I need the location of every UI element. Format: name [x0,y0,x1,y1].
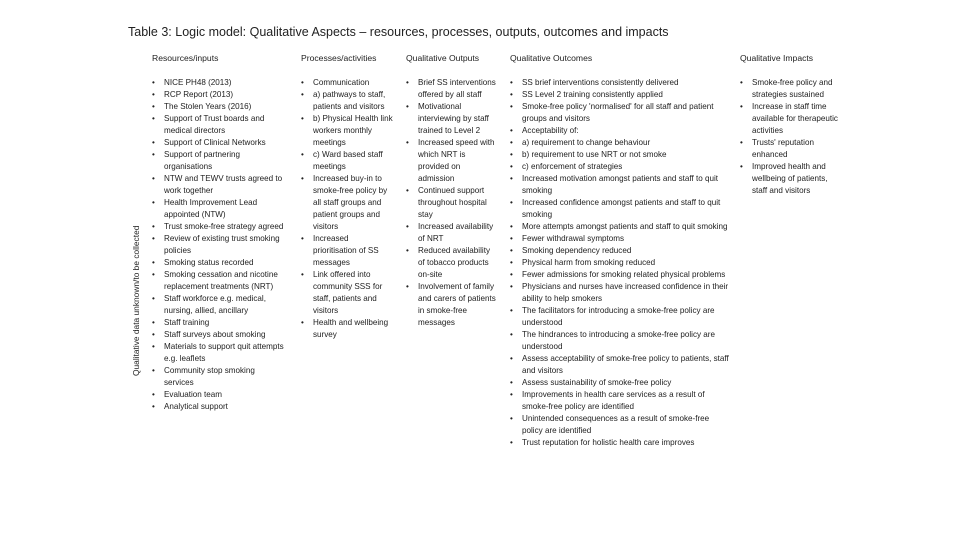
list-item: • Link offered into community SSS for staff, patients and visitors [301,269,393,317]
list-item: • Physicians and nurses have increased confidence in their ability to help smokers [510,281,732,305]
resources-column [152,53,284,413]
list-item: • The Stolen Years (2016) [152,101,284,113]
list-item: • Increased availability of NRT [406,221,498,245]
list-item: • Trust reputation for holistic health care improves [510,437,732,449]
list-item: • Physical harm from smoking reduced [510,257,732,269]
column-header-outcomes: Qualitative Outcomes [510,53,593,63]
processes-list [301,77,393,341]
list-item: • SS brief interventions consistently delivered [510,77,732,89]
list-item: • Smoking dependency reduced [510,245,732,257]
outcomes-list [510,77,732,449]
list-item: • Community stop smoking services [152,365,284,389]
list-item: • Unintended consequences as a result of smoke-free policy are identified [510,413,732,437]
list-item: • Increased prioritisation of SS messages [301,233,393,269]
list-item: • Reduced availability of tobacco products on-site [406,245,498,281]
list-item: • Continued support throughout hospital stay [406,185,498,221]
list-item: • Smoke-free policy 'normalised' for all staff and patient groups and visitors [510,101,732,125]
side-label: Qualitative data unknown/to be collected [131,225,141,376]
list-item: • Staff training [152,317,284,329]
list-item: • b) Physical Health link workers monthly meetings [301,113,393,149]
list-item: • Assess sustainability of smoke-free policy [510,377,732,389]
list-item: • Assess acceptability of smoke-free policy to patients, staff and visitors [510,353,732,377]
list-item: • NTW and TEWV trusts agreed to work together [152,173,284,197]
list-item: • Communication [301,77,393,89]
list-item: • Staff workforce e.g. medical, nursing, allied, ancillary [152,293,284,317]
list-item: • Improved health and wellbeing of patients, staff and visitors [740,161,840,197]
list-item: • Increased buy-in to smoke-free policy by all staff groups and patient groups and visitors [301,173,393,233]
list-item: • Trusts' reputation enhanced [740,137,840,161]
list-item: • Smoke-free policy and strategies sustained [740,77,840,101]
list-item: • Support of partnering organisations [152,149,284,173]
outputs-list [406,77,498,329]
list-item: • Improvements in health care services as a result of smoke-free policy are identified [510,389,732,413]
list-item: • Increase in staff time available for therapeutic activities [740,101,840,137]
list-item: • c) enforcement of strategies [510,161,732,173]
processes-column [301,53,393,341]
list-item: • More attempts amongst patients and staff to quit smoking [510,221,732,233]
list-item: • Involvement of family and carers of patients in smoke-free messages [406,281,498,329]
column-header-impacts: Qualitative Impacts [740,53,814,63]
list-item: • Analytical support [152,401,284,413]
list-item: • The facilitators for introducing a smoke-free policy are understood [510,305,732,329]
impacts-column [740,53,840,197]
list-item: • Smoking status recorded [152,257,284,269]
page-title: Table 3: Logic model: Qualitative Aspects – resources, processes, outputs, outcomes and impacts [128,25,669,39]
list-item: • Fewer admissions for smoking related physical problems [510,269,732,281]
list-item: • a) requirement to change behaviour [510,137,732,149]
list-item: • Support of Clinical Networks [152,137,284,149]
list-item: • SS Level 2 training consistently applied [510,89,732,101]
list-item: • c) Ward based staff meetings [301,149,393,173]
list-item: • Evaluation team [152,389,284,401]
column-header-processes: Processes/activities [301,53,377,63]
column-header-resources: Resources/inputs [152,53,219,63]
list-item: • Brief SS interventions offered by all staff [406,77,498,101]
list-item: • Review of existing trust smoking policies [152,233,284,257]
outputs-column [406,53,498,329]
list-item: • Increased confidence amongst patients and staff to quit smoking [510,197,732,221]
list-item: • b) requirement to use NRT or not smoke [510,149,732,161]
list-item: • Acceptability of: [510,125,732,137]
resources-list [152,77,284,413]
outcomes-column [510,53,732,449]
list-item: • Staff surveys about smoking [152,329,284,341]
list-item: • The hindrances to introducing a smoke-free policy are understood [510,329,732,353]
list-item: • Motivational interviewing by staff trained to Level 2 [406,101,498,137]
list-item: • Materials to support quit attempts e.g. leaflets [152,341,284,365]
list-item: • Health Improvement Lead appointed (NTW) [152,197,284,221]
list-item: • RCP Report (2013) [152,89,284,101]
list-item: • Trust smoke-free strategy agreed [152,221,284,233]
list-item: • a) pathways to staff, patients and visitors [301,89,393,113]
impacts-list [740,77,840,197]
list-item: • NICE PH48 (2013) [152,77,284,89]
list-item: • Health and wellbeing survey [301,317,393,341]
list-item: • Increased speed with which NRT is provided on admission [406,137,498,185]
column-header-outputs: Qualitative Outputs [406,53,480,63]
list-item: • Support of Trust boards and medical directors [152,113,284,137]
list-item: • Increased motivation amongst patients and staff to quit smoking [510,173,732,197]
list-item: • Smoking cessation and nicotine replacement treatments (NRT) [152,269,284,293]
list-item: • Fewer withdrawal symptoms [510,233,732,245]
